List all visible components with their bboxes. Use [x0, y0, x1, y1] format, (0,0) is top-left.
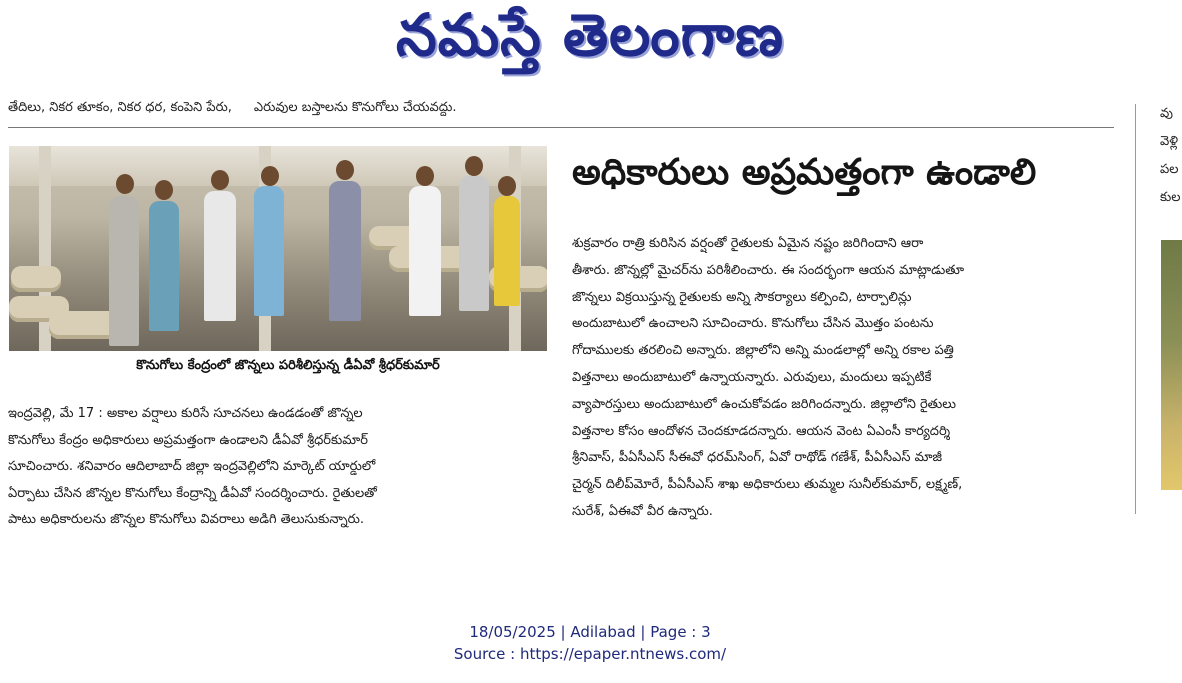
next-article-line: పల — [1160, 162, 1179, 177]
body-line: చైర్మన్ దిలీప్‌మోరే, పీఏసీఎస్ శాఖ అధికారులు తుమ్మల సునీల్‌కుమార్, లక్ష్మణ్, — [572, 477, 963, 493]
next-article-line: వు — [1160, 106, 1173, 121]
previous-article-left-text: తేదిలు, నికర తూకం, నికర ధర, కంపెని పేరు, — [8, 100, 232, 115]
next-article-line: కుల — [1160, 190, 1181, 205]
body-line: ఏర్పాటు చేసిన జొన్నల కొనుగోలు కేంద్రాన్ని డీఏవో సందర్శించారు. రైతులతో — [8, 485, 377, 501]
body-line: ఇంద్రవెల్లి, మే 17 : అకాల వర్షాలు కురిసే సూచనలు ఉండడంతో జొన్నల — [8, 406, 363, 421]
edition-info: 18/05/2025 | Adilabad | Page : 3 — [469, 623, 711, 641]
next-article-line: వెళ్లి — [1160, 134, 1179, 149]
body-line: జొన్నలు విక్రయిస్తున్న రైతులకు అన్ని సౌకర్యాలు కల్పించి, టార్పాలిన్లు — [572, 289, 912, 305]
source-link[interactable]: Source : https://epaper.ntnews.com/ — [453, 645, 727, 663]
body-line: వ్యాపారస్తులు అందుబాటులో ఉంచుకోవడం జరిగిందన్నారు. జిల్లాలోని రైతులు — [572, 396, 957, 412]
body-line: గోదాములకు తరలించి అన్నారు. జిల్లాలోని అన్ని మండలాల్లో అన్ని రకాల పత్తి — [572, 343, 954, 359]
column-divider — [1135, 104, 1136, 514]
section-divider — [8, 127, 1114, 128]
body-line: తీశారు. జొన్నల్లో మైచర్‌ను పరిశీలించారు. ఈ సందర్భంగా ఆయన మాట్లాడుతూ — [572, 262, 965, 278]
body-line: అందుబాటులో ఉంచాలని సూచించారు. కొనుగోలు చేసిన మొత్తం పంటను — [572, 316, 934, 332]
body-line: విత్తనాల కోసం ఆందోళన చెందకూడదన్నారు. ఆయన వెంట ఏఎంసీ కార్యదర్శి — [572, 423, 951, 439]
body-line: సురేశ్, ఏఈవో వీర ఉన్నారు. — [572, 503, 713, 519]
masthead-logo: నమస్తే తెలంగాణ — [396, 0, 784, 69]
article-body-right — [572, 231, 1114, 526]
body-line: విత్తనాలు అందుబాటులో ఉన్నాయన్నారు. ఎరువులు, మందులు ఇప్పటికే — [572, 369, 932, 385]
article-photo — [9, 146, 547, 351]
previous-article-right-text: ఎరువుల బస్తాలను కొనుగోలు చేయవద్దు. — [253, 100, 457, 115]
body-line: కొనుగోలు కేంద్రం అధికారులు అప్రమత్తంగా ఉండాలని డీఏవో శ్రీధర్‌కుమార్ — [8, 432, 368, 448]
next-article-photo — [1161, 240, 1182, 490]
body-line: శ్రీనివాస్, పీఏసీఎస్ సీఈవో ధరమ్‌సింగ్, ఏవో రాథోడ్ గణేశ్, పీఏసీఎస్ మాజీ — [572, 450, 943, 466]
photo-caption: కొనుగోలు కేంద్రంలో జొన్నలు పరిశీలిస్తున్న డీఏవో శ్రీధర్‌కుమార్ — [136, 358, 440, 373]
page-footer — [380, 621, 800, 665]
body-line: శుక్రవారం రాత్రి కురిసిన వర్షంతో రైతులకు ఏమైన నష్టం జరిగిందాని ఆరా — [572, 236, 924, 251]
article-headline: అధికారులు అప్రమత్తంగా ఉండాలి — [572, 152, 1037, 193]
article-body-left — [8, 401, 548, 534]
body-line: పాటు అధికారులను జొన్నల కొనుగోలు వివరాలు అడిగి తెలుసుకున్నారు. — [8, 512, 364, 527]
next-article-fragment — [1160, 100, 1182, 212]
body-line: సూచించారు. శనివారం ఆదిలాబాద్ జిల్లా ఇంద్రవెల్లిలోని మార్కెట్ యార్డులో — [8, 459, 376, 474]
previous-article-tail — [8, 100, 1112, 122]
